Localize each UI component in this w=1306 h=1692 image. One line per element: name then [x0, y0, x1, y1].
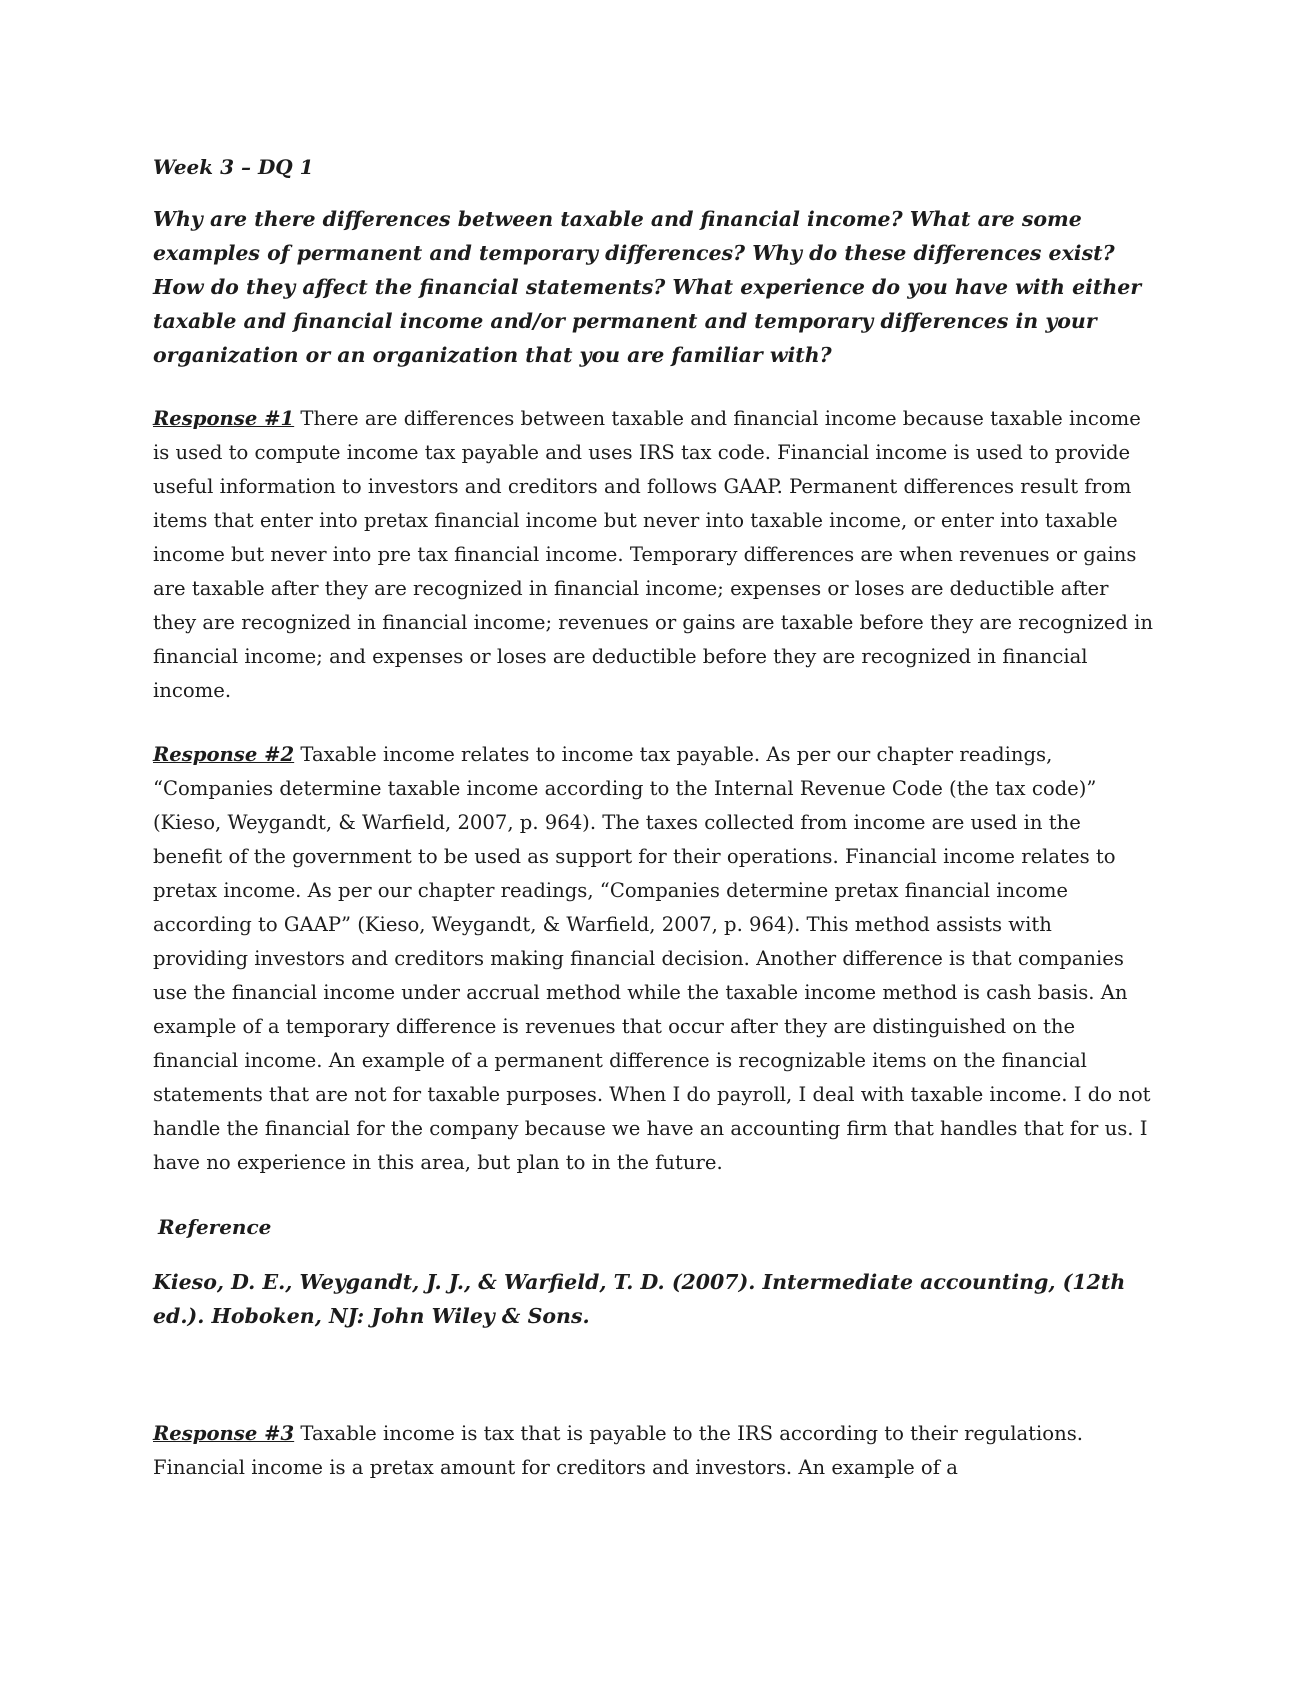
response-2-label: Response #2: [153, 743, 295, 766]
response-1-text: There are differences between taxable and financial income because taxable income is used to compute income tax payable and uses IRS tax code. Financial income is used to provide useful information to investors and creditors and follows GAAP. Permanent differences result from items that enter into pretax financial income but never into taxable income, or enter into taxable income but never into pre tax financial income. Temporary differences are when revenues or gains are taxable after they are recognized in financial income; expenses or loses are deductible after they are recognized in financial income; revenues or gains are taxable before they are recognized in financial income; and expenses or loses are deductible before they are recognized in financial income.: [153, 407, 1153, 702]
response-3: [153, 1417, 1153, 1485]
reference-citation: Kieso, D. E., Weygandt, J. J., & Warfield, T. D. (2007). Intermediate accounting, (12th ed.). Hoboken, NJ: John Wiley & Sons.: [153, 1270, 1126, 1328]
discussion-question: Why are there differences between taxable and financial income? What are some examples of permanent and temporary differences? Why do these differences exist? How do they affect the financial statements? What experience do you have with either taxable and financial income and/or permanent and temporary differences in your organization or an organization that you are familiar with?: [153, 207, 1142, 367]
response-3-label: Response #3: [153, 1422, 295, 1445]
reference-heading: Reference: [158, 1215, 272, 1239]
response-1: [153, 402, 1153, 708]
response-1-label: Response #1: [153, 407, 295, 430]
response-2: [153, 738, 1153, 1180]
document-title: Week 3 – DQ 1: [153, 155, 314, 179]
response-2-text: Taxable income relates to income tax payable. As per our chapter readings, “Companies determine taxable income according to the Internal Revenue Code (the tax code)” (Kieso, Weygandt, & Warfield, 2007, p. 964). The taxes collected from income are used in the benefit of the government to be used as support for their operations. Financial income relates to pretax income. As per our chapter readings, “Companies determine pretax financial income according to GAAP” (Kieso, Weygandt, & Warfield, 2007, p. 964). This method assists with providing investors and creditors making financial decision. Another difference is that companies use the financial income under accrual method while the taxable income method is cash basis. An example of a temporary difference is revenues that occur after they are distinguished on the financial income. An example of a permanent difference is recognizable items on the financial statements that are not for taxable purposes. When I do payroll, I deal with taxable income. I do not handle the financial for the company because we have an accounting firm that handles that for us. I have no experience in this area, but plan to in the future.: [153, 743, 1151, 1174]
response-3-text: Taxable income is tax that is payable to the IRS according to their regulations. Financial income is a pretax amount for creditors and investors. An example of a: [153, 1422, 1083, 1479]
document-page: [153, 150, 1153, 1515]
